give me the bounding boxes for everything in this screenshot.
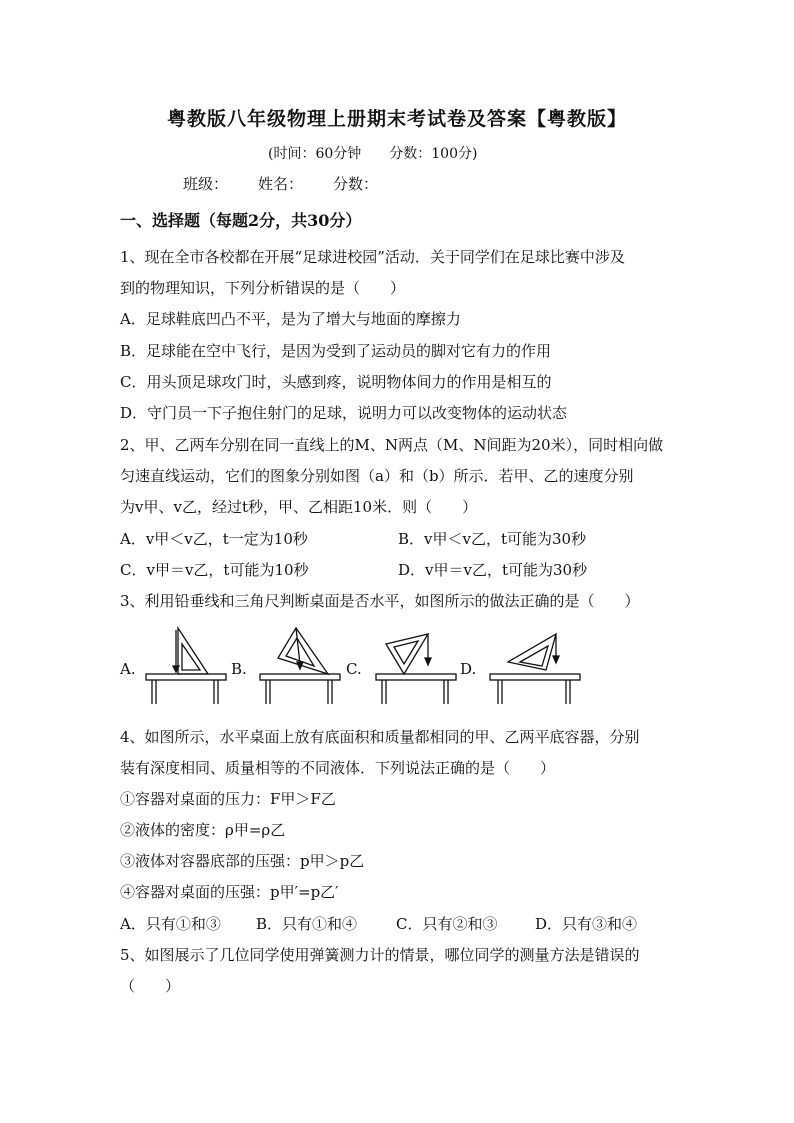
q4-stem-line1: 4、如图所示，水平桌面上放有底面积和质量都相同的甲、乙两平底容器，分别 <box>120 728 640 746</box>
student-info <box>183 173 408 194</box>
q2-option-a: A．v甲＜v乙，t一定为10秒 <box>120 530 308 548</box>
q1-stem-line1: 1、现在全市各校都在开展“足球进校园”活动．关于同学们在足球比赛中涉及 <box>120 248 625 266</box>
q3-label-d: D. <box>460 660 477 678</box>
q3-figure <box>118 620 588 710</box>
table-a-image <box>146 628 226 704</box>
q4-option-d: D．只有③和④ <box>535 915 638 933</box>
q4-statement-1: ①容器对桌面的压力：F甲＞F乙 <box>120 790 336 808</box>
q5-stem-line1: 5、如图展示了几位同学使用弹簧测力计的情景，哪位同学的测量方法是错误的 <box>120 946 640 964</box>
table-b-image <box>260 628 340 704</box>
q3-stem: 3、利用铅垂线和三角尺判断桌面是否水平，如图所示的做法正确的是（ ） <box>120 592 640 610</box>
q4-option-c: C．只有②和③ <box>396 915 498 933</box>
q1-stem-line2: 到的物理知识，下列分析错误的是（ ） <box>120 279 406 297</box>
q4-statement-3: ③液体对容器底部的压强：p甲＞p乙 <box>120 852 365 870</box>
q3-label-b: B. <box>231 660 247 678</box>
table-c-image <box>376 634 456 704</box>
q2-stem-line3: 为v甲、v乙，经过t秒，甲、乙相距10米．则（ ） <box>120 498 478 516</box>
page-title: 粤教版八年级物理上册期末考试卷及答案【粤教版】 <box>166 108 627 130</box>
q2-option-b: B．v甲＜v乙，t可能为30秒 <box>398 530 587 548</box>
q3-label-a: A. <box>120 660 136 678</box>
q1-option-c: C．用头顶足球攻门时，头感到疼，说明物体间力的作用是相互的 <box>120 373 552 391</box>
class-label: 班级： <box>183 175 229 193</box>
section-heading: 一、选择题（每题2分，共30分） <box>120 211 362 230</box>
q5-stem-line2: （ ） <box>120 977 181 995</box>
q4-option-a: A．只有①和③ <box>120 915 221 933</box>
q1-option-a: A．足球鞋底凹凸不平，是为了增大与地面的摩擦力 <box>120 310 461 328</box>
q2-option-c: C．v甲＝v乙，t可能为10秒 <box>120 561 309 579</box>
q1-option-d: D．守门员一下子抱住射门的足球，说明力可以改变物体的运动状态 <box>120 404 568 422</box>
exam-info: (时间：60分钟 分数：100分) <box>268 146 478 162</box>
score-label: 分数： <box>333 175 379 193</box>
q2-stem-line2: 匀速直线运动，它们的图象分别如图（a）和（b）所示．若甲、乙的速度分别 <box>120 467 634 485</box>
q3-label-c: C. <box>346 660 362 678</box>
q4-stem-line2: 装有深度相同、质量相等的不同液体．下列说法正确的是（ ） <box>120 759 556 777</box>
q2-stem-line1: 2、甲、乙两车分别在同一直线上的M、N两点（M、N间距为20米），同时相向做 <box>120 436 664 454</box>
table-d-image <box>490 634 580 704</box>
q4-option-b: B．只有①和④ <box>256 915 358 933</box>
q1-option-b: B．足球能在空中飞行，是因为受到了运动员的脚对它有力的作用 <box>120 342 552 360</box>
q4-statement-2: ②液体的密度：ρ甲=ρ乙 <box>120 821 286 839</box>
name-label: 姓名： <box>258 175 304 193</box>
q4-statement-4: ④容器对桌面的压强：p甲′=p乙′ <box>120 883 339 901</box>
q2-option-d: D．v甲＝v乙，t可能为30秒 <box>398 561 588 579</box>
